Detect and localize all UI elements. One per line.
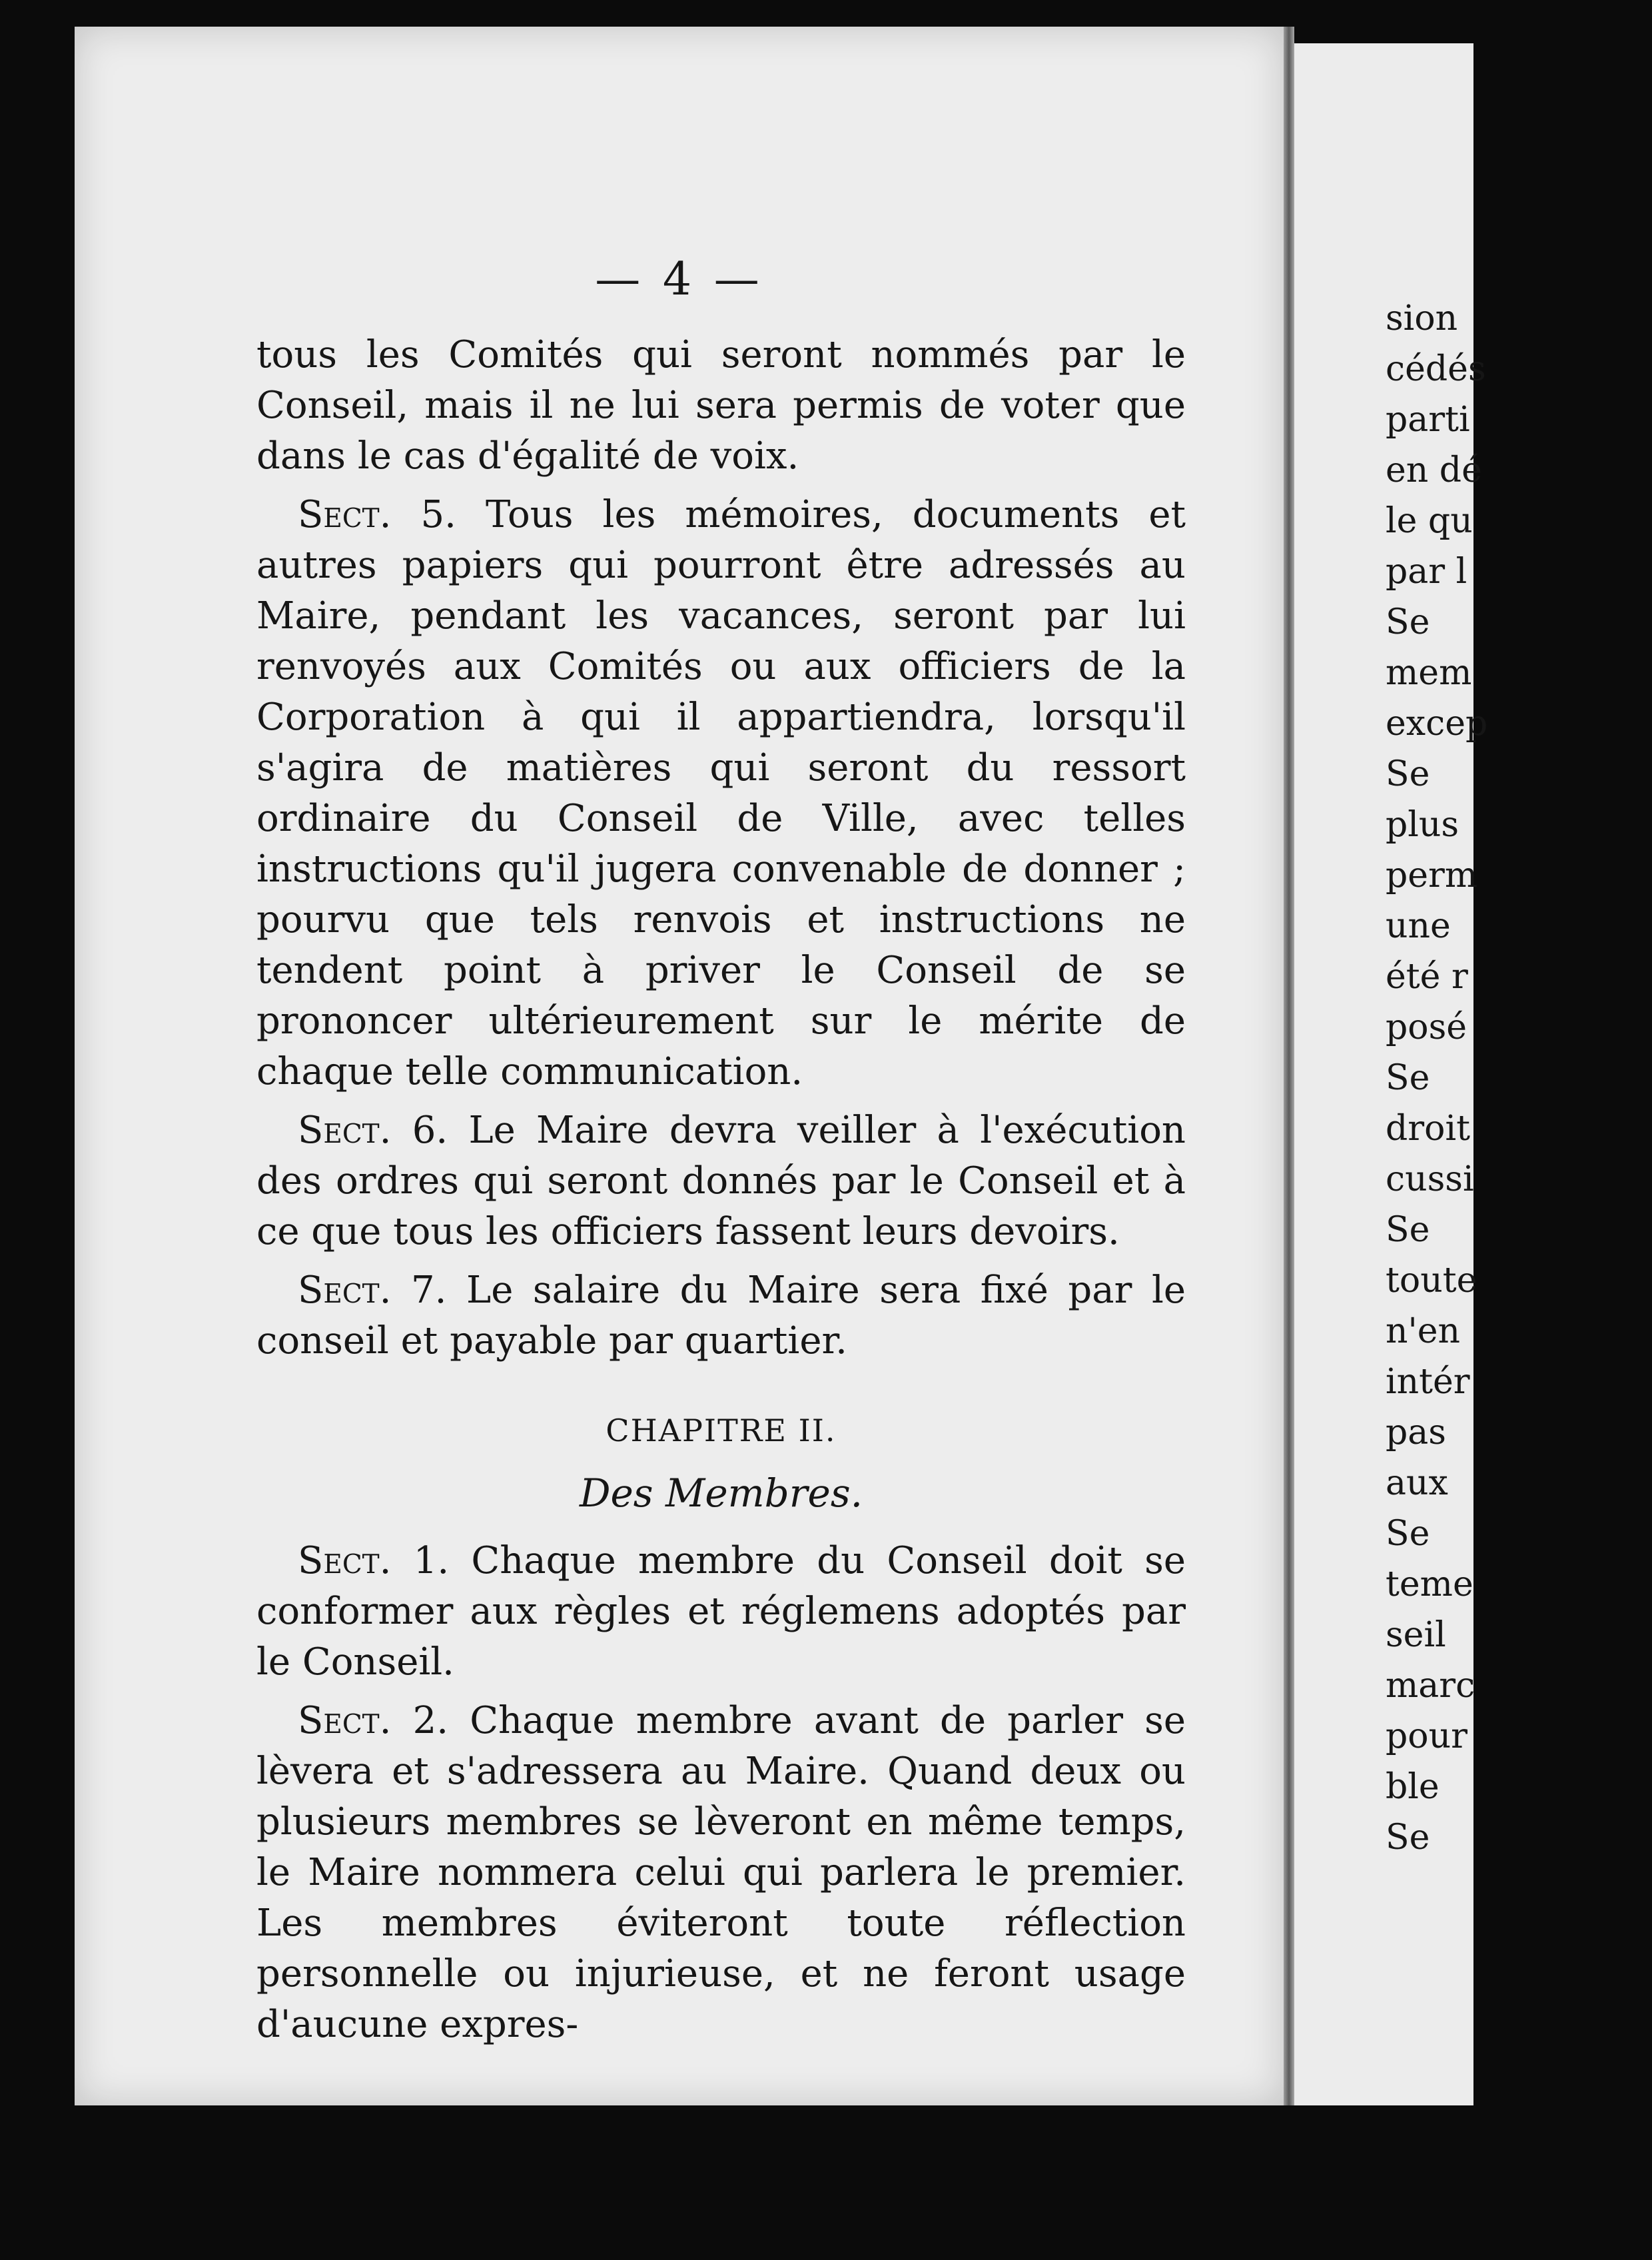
right-page-line: droit bbox=[1386, 1109, 1470, 1149]
right-page-line: Se bbox=[1386, 1210, 1430, 1250]
right-page-line: Se bbox=[1386, 602, 1430, 642]
paragraph-continuation: tous les Comités qui seront nommés par le Conseil, mais il ne lui sera permis de voter que dans le cas d'égalité de voix. bbox=[256, 333, 1186, 478]
paragraph-sect-6: Sect. 6. Le Maire devra veiller à l'exécution des ordres qui seront donnés par le Conseil et à ce que tous les officiers fassent leurs devoirs. bbox=[256, 1109, 1186, 1253]
right-page-line: en dé bbox=[1386, 450, 1482, 490]
right-page-line: pas bbox=[1386, 1412, 1446, 1452]
paragraph-sect-7: Sect. 7. Le salaire du Maire sera fixé par le conseil et payable par quartier. bbox=[256, 1269, 1186, 1363]
right-page-line: teme bbox=[1386, 1564, 1473, 1604]
body-text bbox=[256, 330, 1186, 2058]
right-page-line: cédés bbox=[1386, 349, 1486, 389]
right-page-line: n'en bbox=[1386, 1311, 1461, 1351]
right-page-line: aux bbox=[1386, 1463, 1448, 1503]
right-page-line: Se bbox=[1386, 1818, 1430, 1858]
chapter-subtitle: Des Membres. bbox=[579, 1470, 863, 1516]
paragraph-ch2-sect-1: Sect. 1. Chaque membre du Conseil doit se conformer aux règles et réglemens adoptés par le Conseil. bbox=[256, 1539, 1186, 1684]
right-page-line: perm bbox=[1386, 855, 1478, 895]
right-page-line: été r bbox=[1386, 957, 1468, 997]
right-page-line: le qu bbox=[1386, 501, 1473, 541]
section-label: Sect. 6. bbox=[298, 1109, 448, 1152]
right-page-line: sion bbox=[1386, 298, 1458, 338]
right-page-line: par l bbox=[1386, 552, 1467, 592]
book-gutter bbox=[1284, 27, 1294, 2105]
right-page-line: marc bbox=[1386, 1666, 1475, 1706]
chapter-title: CHAPITRE II. bbox=[606, 1412, 837, 1448]
right-page-line: cussi bbox=[1386, 1159, 1474, 1199]
right-page-line: mem bbox=[1386, 653, 1472, 693]
right-page-line: excep bbox=[1386, 704, 1488, 744]
section-label: Sect. 7. bbox=[298, 1269, 447, 1312]
right-page-line: seil bbox=[1386, 1615, 1446, 1655]
right-page-line: ble bbox=[1386, 1767, 1440, 1807]
right-page-line: Se bbox=[1386, 1514, 1430, 1554]
right-page-line: Se bbox=[1386, 1058, 1430, 1098]
right-page-line: une bbox=[1386, 906, 1451, 946]
paragraph-sect-5: Sect. 5. Tous les mémoires, documents et autres papiers qui pourront être adressés au Maire, pendant les vacances, seront par lui renvoyés aux Comités ou aux officiers de la Corporation à qui il appartiendra, lorsqu'il s'agira de matières qui seront du ressort ordinaire du Conseil de Ville, avec telles instructions qu'il jugera convenable de donner ; pourvu que tels renvois et instructions ne tendent point à priver le Conseil de se prononcer ultérieurement sur le mérite de chaque telle communication. bbox=[256, 493, 1186, 1093]
right-page-line: Se bbox=[1386, 754, 1430, 794]
right-page-line: posé bbox=[1386, 1007, 1467, 1047]
right-page-text-fragments bbox=[1386, 293, 1652, 1863]
paragraph-ch2-sect-2: Sect. 2. Chaque membre avant de parler se lèvera et s'adressera au Maire. Quand deux ou plusieurs membres se lèveront en même temps, le Maire nommera celui qui parlera le premier. Les membres éviteront toute réflection personnelle ou injurieuse, et ne feront usage d'aucune expres- bbox=[256, 1699, 1186, 2046]
right-page-line: toute bbox=[1386, 1261, 1477, 1301]
right-page-line: pour bbox=[1386, 1716, 1467, 1756]
section-label: Sect. 1. bbox=[298, 1539, 450, 1582]
right-page-line: intér bbox=[1386, 1362, 1470, 1402]
page-number: — 4 — bbox=[595, 253, 763, 306]
section-label: Sect. 2. bbox=[298, 1699, 449, 1742]
right-page-line: plus bbox=[1386, 805, 1459, 845]
right-page-line: parti bbox=[1386, 400, 1470, 440]
section-label: Sect. 5. bbox=[298, 493, 456, 536]
